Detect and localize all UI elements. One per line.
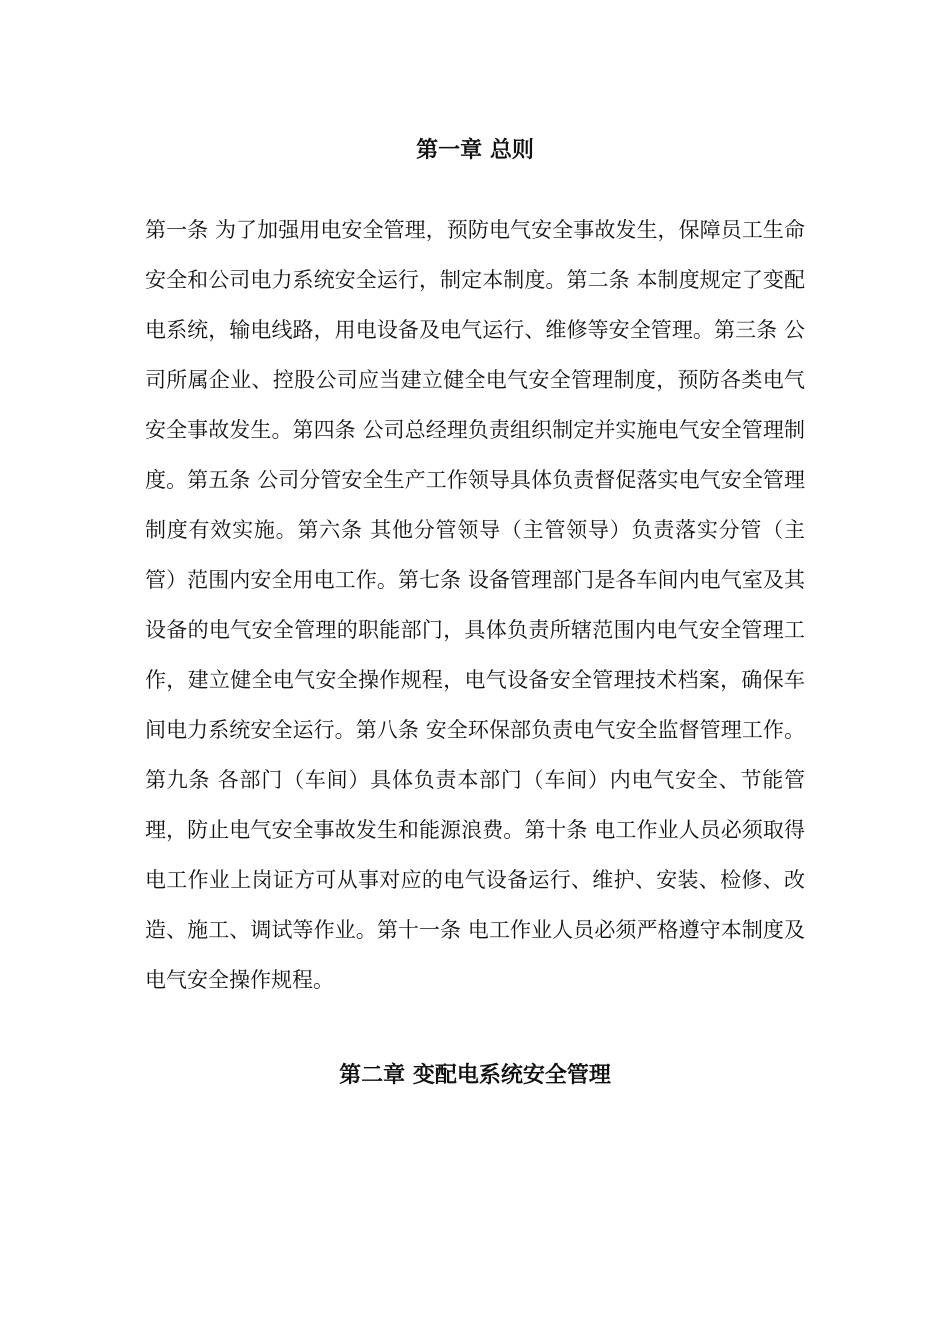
chapter-2-title: 第二章 变配电系统安全管理: [339, 1063, 611, 1088]
chapter-1-body: 第一条 为了加强用电安全管理，预防电气安全事故发生，保障员工生命安全和公司电力系统安全运行，制定本制度。第二条 本制度规定了变配电系统，输电线路，用电设备及电气运行、维修等安全管理。第三条 公司所属企业、控股公司应当建立健全电气安全管理制度，预防各类电气安全事故发生。第四条 公司总经理负责组织制定并实施电气安全管理制度。第五条 公司分管安全生产工作领导具体负责督促落实电气安全管理制度有效实施。第六条 其他分管领导（主管领导）负责落实分管（主管）范围内安全用电工作。第七条 设备管理部门是各车间内电气室及其设备的电气安全管理的职能部门，具体负责所辖范围内电气安全管理工作，建立健全电气安全操作规程，电气设备安全管理技术档案，确保车间电力系统安全运行。第八条 安全环保部负责电气安全监督管理工作。第九条 各部门（车间）具体负责本部门（车间）内电气安全、节能管理，防止电气安全事故发生和能源浪费。第十条 电工作业人员必须取得电工作业上岗证方可从事对应的电气设备运行、维护、安装、检修、改造、施工、调试等作业。第十一条 电工作业人员必须严格遵守本制度及电气安全操作规程。: [145, 218, 805, 992]
chapter-1-title: 第一章 总则: [416, 138, 534, 163]
